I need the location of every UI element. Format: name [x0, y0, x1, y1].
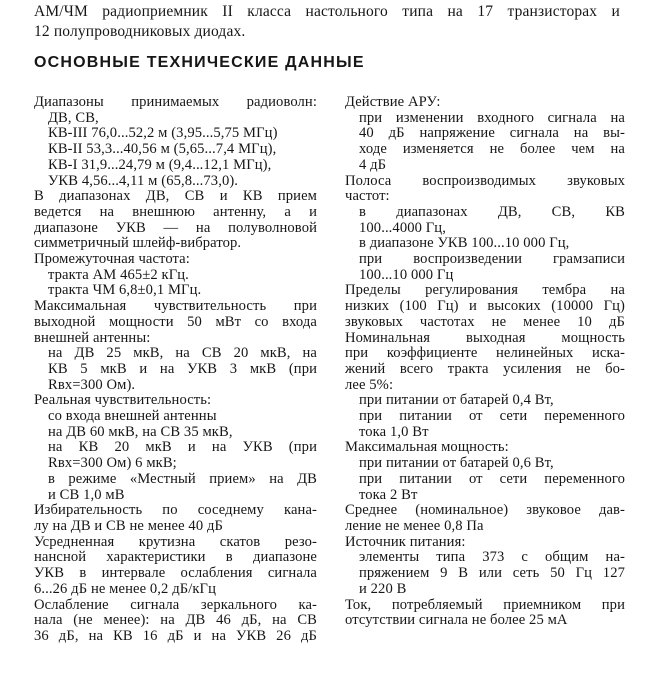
left-column-line: Максимальная чувствительность при — [34, 298, 317, 315]
right-column-line: Источник питания: — [345, 533, 466, 550]
left-column-line: в режиме «Местный прием» на ДВ — [48, 470, 317, 487]
left-column-line: со входа внешней антенны — [48, 408, 217, 425]
left-column-line: УКВ в интервале ослабления сигнала — [34, 565, 317, 582]
left-column-line: Rвх=300 Ом) 6 мкВ; — [48, 455, 177, 472]
right-column-line: ходе изменяется не более чем на — [359, 141, 625, 158]
right-column-line: и 220 В — [359, 580, 407, 597]
right-column-line: отсутствии сигнала не более 25 мА — [345, 612, 568, 629]
left-column-line: 6...26 дБ не менее 0,2 дБ/кГц — [34, 580, 216, 597]
left-column-line: Промежуточная частота: — [34, 251, 190, 268]
right-column-line: Максимальная мощность: — [345, 439, 509, 456]
right-column — [345, 95, 625, 629]
left-column — [34, 95, 317, 645]
left-column-line: 36 дБ, на КВ 16 дБ и на УКВ 26 дБ — [34, 627, 317, 644]
right-column-line: Номинальная выходная мощность — [345, 329, 625, 346]
right-column-line: 100...4000 Гц, — [359, 219, 446, 236]
intro-line: 12 полупроводниковых диодах. — [34, 23, 246, 40]
right-column-line: тока 1,0 Вт — [359, 423, 429, 440]
right-column-line: 4 дБ — [359, 156, 387, 173]
right-column-line: при питании от батарей 0,4 Вт, — [359, 392, 554, 409]
right-column-line: частот: — [345, 188, 390, 205]
left-column-line: тракта АМ 465±2 кГц. — [48, 266, 189, 283]
left-column-line: лу на ДВ и СВ не менее 40 дБ — [34, 517, 223, 534]
right-column-line: звуковых частотах не менее 10 дБ — [345, 313, 625, 330]
right-column-line: Ток, потребляемый приемником при — [345, 596, 625, 613]
right-column-line: жений всего тракта усиления не бо- — [345, 360, 625, 377]
left-column-line: Диапазоны принимаемых радиоволн: — [34, 94, 317, 110]
left-column-line: внешней антенны: — [34, 329, 151, 346]
left-column-line: Ослабление сигнала зеркального ка- — [34, 596, 317, 613]
left-column-line: тракта ЧМ 6,8±0,1 МГц. — [48, 282, 202, 299]
left-column-line: симметричный шлейф-вибратор. — [34, 235, 242, 252]
left-column-line: Rвх=300 Ом). — [48, 376, 136, 393]
right-column-line: Полоса воспроизводимых звуковых — [345, 172, 625, 189]
right-column-line: при питании от сети переменного — [359, 470, 625, 487]
right-column-line: элементы типа 373 с общим на- — [359, 549, 625, 566]
left-column-line: Реальная чувствительность: — [34, 392, 212, 409]
right-column-line: в диапазонах ДВ, СВ, КВ — [359, 203, 625, 220]
intro-line: АМ/ЧМ радиоприемник II класса настольного типа на 17 транзисторах и — [34, 3, 620, 20]
left-column-line: на ДВ 60 мкВ, на СВ 35 мкВ, — [48, 423, 233, 440]
left-column-line: КВ 5 мкВ и на УКВ 3 мкВ (при — [48, 360, 317, 377]
right-column-line: тока 2 Вт — [359, 486, 418, 503]
left-column-line: ведется на внешнюю антенну, а и — [34, 203, 317, 220]
section-heading: ОСНОВНЫЕ ТЕХНИЧЕСКИЕ ДАННЫЕ — [34, 54, 365, 71]
left-column-line: КВ-I 31,9...24,79 м (9,4...12,1 МГц), — [48, 156, 272, 173]
right-column-line: при питании от батарей 0,6 Вт, — [359, 455, 554, 472]
right-column-line: ление не менее 0,8 Па — [345, 517, 484, 534]
right-column-line: при воспроизведении грамзаписи — [359, 251, 625, 268]
right-column-line: низких (100 Гц) и высоких (10000 Гц) — [345, 298, 625, 315]
right-column-line: в диапазоне УКВ 100...10 000 Гц, — [359, 235, 570, 252]
left-column-line: диапазоне УКВ — на полуволновой — [34, 219, 317, 236]
left-column-line: КВ-III 76,0...52,2 м (3,95...5,75 МГц) — [48, 125, 278, 142]
intro-paragraph — [34, 2, 620, 42]
left-column-line: ДВ, СВ, — [48, 109, 99, 126]
right-column-line: лее 5%: — [345, 376, 394, 393]
right-column-line: пряжением 9 В или сеть 50 Гц 127 — [359, 565, 625, 582]
left-column-line: Избирательность по соседнему кана- — [34, 502, 317, 519]
left-column-line: нала (не менее): на ДВ 46 дБ, на СВ — [34, 612, 317, 629]
left-column-line: выходной мощности 50 мВт со входа — [34, 313, 317, 330]
right-column-line: при коэффициенте нелинейных иска- — [345, 345, 625, 362]
left-column-line: нансной характеристики в диапазоне — [34, 549, 317, 566]
left-column-line: на ДВ 25 мкВ, на СВ 20 мкВ, на — [48, 345, 317, 362]
left-column-line: Усредненная крутизна скатов резо- — [34, 533, 317, 550]
right-column-line: Действие АРУ: — [345, 94, 441, 110]
right-column-line: Пределы регулирования тембра на — [345, 282, 625, 299]
right-column-line: Среднее (номинальное) звуковое дав- — [345, 502, 625, 519]
left-column-line: и СВ 1,0 мВ — [48, 486, 125, 503]
right-column-line: при питании от сети переменного — [359, 408, 625, 425]
right-column-line: 100...10 000 Гц — [359, 266, 454, 283]
left-column-line: КВ-II 53,3...40,56 м (5,65...7,4 МГц), — [48, 141, 277, 158]
left-column-line: В диапазонах ДВ, СВ и КВ прием — [34, 188, 317, 205]
right-column-line: 40 дБ напряжение сигнала на вы- — [359, 125, 625, 142]
left-column-line: УКВ 4,56...4,11 м (65,8...73,0). — [48, 172, 239, 189]
left-column-line: на КВ 20 мкВ и на УКВ (при — [48, 439, 317, 456]
right-column-line: при изменении входного сигнала на — [359, 109, 625, 126]
